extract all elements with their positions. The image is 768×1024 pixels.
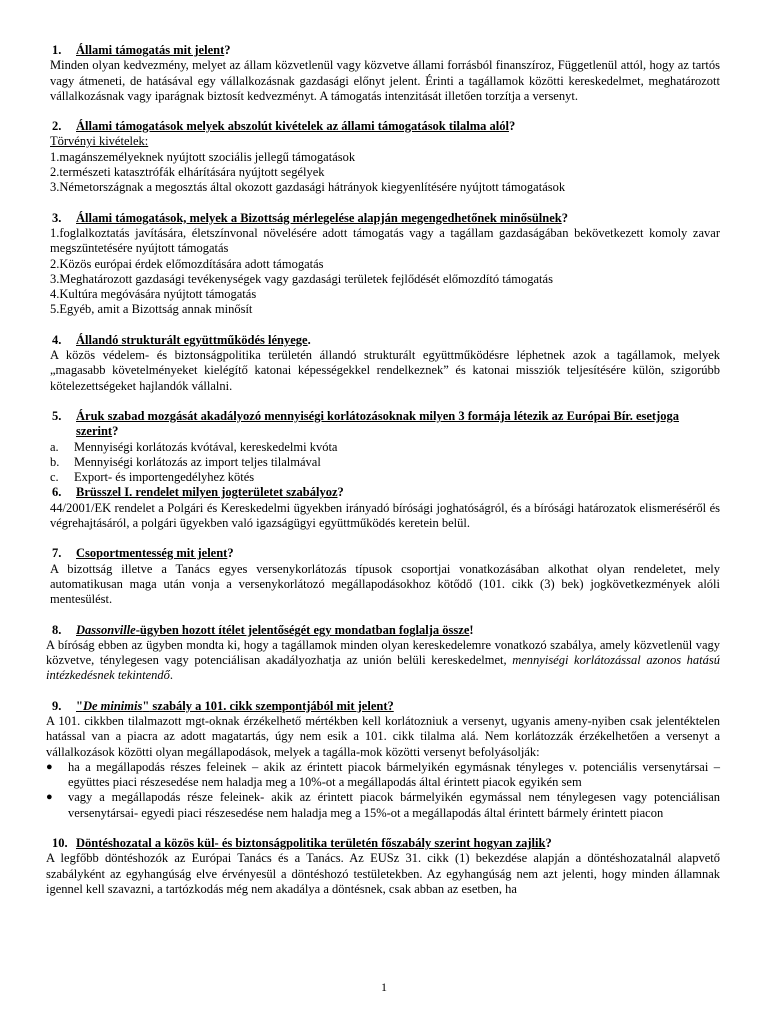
question-5 <box>50 409 720 485</box>
question-title-text: Állami támogatás mit jelent <box>76 43 225 57</box>
list-item: 3.Németországnak a megosztás által okozott gazdasági hátrányok kiegyenlítésére nyújtott támogatások <box>50 180 566 195</box>
question-8 <box>46 622 720 684</box>
question-title-text: szabály a 101. cikk szempontjából mit jelent? <box>149 698 394 713</box>
list-item: 3.Meghatározott gazdasági tevékenységek vagy gazdasági területek fejlődését előmozdító támogatás <box>50 271 553 286</box>
case-name: Dassonville <box>76 622 136 637</box>
question-number: 1. <box>52 43 62 57</box>
list-marker: c. <box>50 470 59 485</box>
question-6-title <box>50 485 720 500</box>
list-item-text: Export- és importengedélyhez kötés <box>74 470 255 485</box>
question-6 <box>50 485 720 531</box>
answer-text: A bíróság ebben az ügyben mondta ki, hogy a tagállamok minden olyan kereskedelemre vonatkozó szabálya, amely közvetlenül vagy közvetve, ténylegesen vagy potenciálisan akadályozhatja az unión belüli kereskedelmet, <box>46 637 720 668</box>
question-number: 7. <box>52 546 62 561</box>
list-item: 1.foglalkoztatás javítására, életszínvonal növelésére adott támogatás vagy a tagállam gazdaságában bekövetkezett komoly zavar megszüntetésére nyújtott támogatás <box>50 225 720 256</box>
question-title-text: -ügyben hozott ítélet jelentőségét egy mondatban foglalja össze <box>135 622 470 637</box>
page-number: 1 <box>381 980 387 994</box>
bullet-icon: ● <box>46 791 53 804</box>
answer-10: A legfőbb döntéshozók az Európai Tanács és a Tanács. Az EUSz 31. cikk (1) bekezdése alapján a döntéshozatalnál alapvető szabályként az egyhangúság elve érvényesül a döntéshozó testületekben. Az egyhangúság nem azt jelenti, hogy minden államnak igennel kell szavazni, a tartózkodás még nem akadálya a döntésnek, csak abban az esetben, ha <box>46 851 720 896</box>
question-number: 2. <box>52 119 62 134</box>
bullet-item <box>46 760 720 791</box>
title-punct: ? <box>227 546 234 561</box>
question-number: 3. <box>52 210 62 225</box>
question-1 <box>50 43 720 104</box>
list-item: 1.magánszemélyeknek nyújtott szociális jellegű támogatások <box>50 149 356 164</box>
question-4 <box>50 333 720 394</box>
rule-name: De minimis <box>82 698 143 713</box>
list-item-text: Mennyiségi korlátozás kvótával, kereskedelmi kvóta <box>74 439 338 454</box>
list-item: 5.Egyéb, amit a Bizottság annak minősít <box>50 302 253 317</box>
quote-mark: " <box>76 698 83 713</box>
answer-9: A 101. cikkben tilalmazott mgt-oknak érzékelhető mértékben kell korlátozniuk a versenyt, ugyanis ameny-nyiben csak jelentéktelen hatással van a piacra az adott magatartás, úgy nem esik a 101. cikk tilalma alá. Nem korlátozzák érzékelhetően a versenyt a vállalkozások közötti olyan megállapodások, melyek a tagálla-mok közötti versenyt befolyásolják: <box>46 713 720 759</box>
quote-mark: " <box>142 698 150 713</box>
question-1-title <box>50 43 720 58</box>
list-item: 2.Közös európai érdek előmozdítására adott támogatás <box>50 256 324 271</box>
list-marker: a. <box>50 439 59 454</box>
title-punct: ? <box>561 210 568 225</box>
list-marker: b. <box>50 454 60 469</box>
title-punct: ? <box>508 119 516 134</box>
question-9 <box>46 698 720 821</box>
question-7-title <box>50 546 720 561</box>
bullet-text: vagy a megállapodás része feleinek- akik az érintett piacok bármelyikén egymással nem ténylegesen vagy potenciálisan versenytársai- egyedi piaci részesedése nem haladja meg a 15%-ot a megállapodás által érintett bármely érintett piacon <box>68 790 720 820</box>
title-punct: ? <box>337 485 344 500</box>
question-number: 8. <box>52 622 62 637</box>
answer-4: A közös védelem- és biztonságpolitika területén állandó strukturált együttműködésre léphetnek azok a tagállamok, melyek „magasabb követelményeket kielégítő katonai képességekkel rendelkeznek” és katonai missziók teljesítésére külön, szigorúbb kötelezettségeket hajlandók vállalni. <box>50 348 720 393</box>
title-punct: ! <box>469 622 474 637</box>
answer-punct: . <box>169 668 174 683</box>
question-3 <box>50 211 720 318</box>
answer-emphasis: mennyiségi korlátozással azonos hatású intézkedésnek tekintendő <box>46 653 720 683</box>
question-10 <box>46 836 720 897</box>
question-7 <box>50 546 720 607</box>
list-item <box>50 455 720 470</box>
title-punct: ? <box>545 836 552 851</box>
question-number: 10. <box>52 836 68 851</box>
bullet-text: ha a megállapodás részes feleinek – akik az érintett piacok bármelyikén egymásnak tényleges v. potenciális versenytársai – együttes piaci részesedése nem haladja meg a 10%-ot a megállapodás által érintett piacok egyikén sem <box>68 759 720 790</box>
question-number: 6. <box>52 485 62 500</box>
bullet-item <box>46 790 720 821</box>
question-5-title <box>50 409 720 440</box>
question-title-text: Csoportmentesség mit jelent <box>76 546 228 561</box>
question-4-title <box>50 333 720 348</box>
document-page <box>46 43 720 897</box>
title-punct: . <box>307 332 311 347</box>
bullet-icon: ● <box>46 760 53 773</box>
question-number: 9. <box>52 698 62 713</box>
list-item-text: Mennyiségi korlátozás az import teljes tilalmával <box>74 454 321 469</box>
question-title-text: Állami támogatások melyek abszolút kivételek az állami támogatások tilalma alól <box>76 119 509 134</box>
answer-7: A bizottság illetve a Tanács egyes versenykorlátozás típusok csoportjai vonatkozásában alkothat olyan rendeletet, mely automatikusan maga után vonja a versenykorlátozó megállapodásokhoz kötődő (101. cikk (3) bek) jogkövetkezmények alóli mentesülést. <box>50 561 720 607</box>
question-3-title <box>50 211 720 226</box>
list-item: 2.természeti katasztrófák elhárítására nyújtott segélyek <box>50 165 325 180</box>
question-2 <box>50 119 720 195</box>
question-title-text: Állandó strukturált együttműködés lényege <box>76 332 308 347</box>
list-item: 4.Kultúra megóvására nyújtott támogatás <box>50 287 257 302</box>
question-title-text: Döntéshozatal a közös kül- és biztonságpolitika területén főszabály szerint hogyan zajlik <box>76 836 546 851</box>
question-9-title <box>50 699 720 714</box>
question-number: 5. <box>52 408 62 423</box>
question-title-text: Áruk szabad mozgását akadályozó mennyiségi korlátozásoknak milyen 3 formája létezik az Európai Bír. esetjoga szerint <box>76 408 679 439</box>
answer-1: Minden olyan kedvezmény, melyet az állam közvetlenül vagy közvetve állami forrásból finanszíroz, Függetlenül attól, hogy az tartós vagy átmeneti, de hatásával egy vállalkozásnak gazdasági előnyt jelent. Érinti a tagállamok közötti kereskedelmet, meghatározott vállalkozásnak vagy iparágnak biztosít kedvezményt. A támogatás intenzitását illetően torzítja a versenyt. <box>50 58 720 103</box>
question-10-title <box>50 836 720 851</box>
subheading: Törvényi kivételek: <box>50 134 149 149</box>
question-title-text: Állami támogatások, melyek a Bizottság mérlegelése alapján megengedhetőnek minősülnek <box>76 210 562 225</box>
question-title-text: Brüsszel I. rendelet milyen jogterületet szabályoz <box>76 485 338 500</box>
answer-8 <box>46 638 720 684</box>
answer-6: 44/2001/EK rendelet a Polgári és Kereskedelmi ügyekben irányadó bírósági joghatóságról, és a bírósági határozatok elismeréséről és végrehajtásáról, a polgári ügyekben való igazságügyi együttműködés keretein belül. <box>50 500 720 531</box>
list-item <box>50 470 720 485</box>
list-item <box>50 440 720 455</box>
question-number: 4. <box>52 332 62 347</box>
title-punct: ? <box>112 424 119 439</box>
question-2-title <box>50 119 720 134</box>
title-punct: ? <box>224 43 231 57</box>
question-8-title <box>50 623 720 638</box>
